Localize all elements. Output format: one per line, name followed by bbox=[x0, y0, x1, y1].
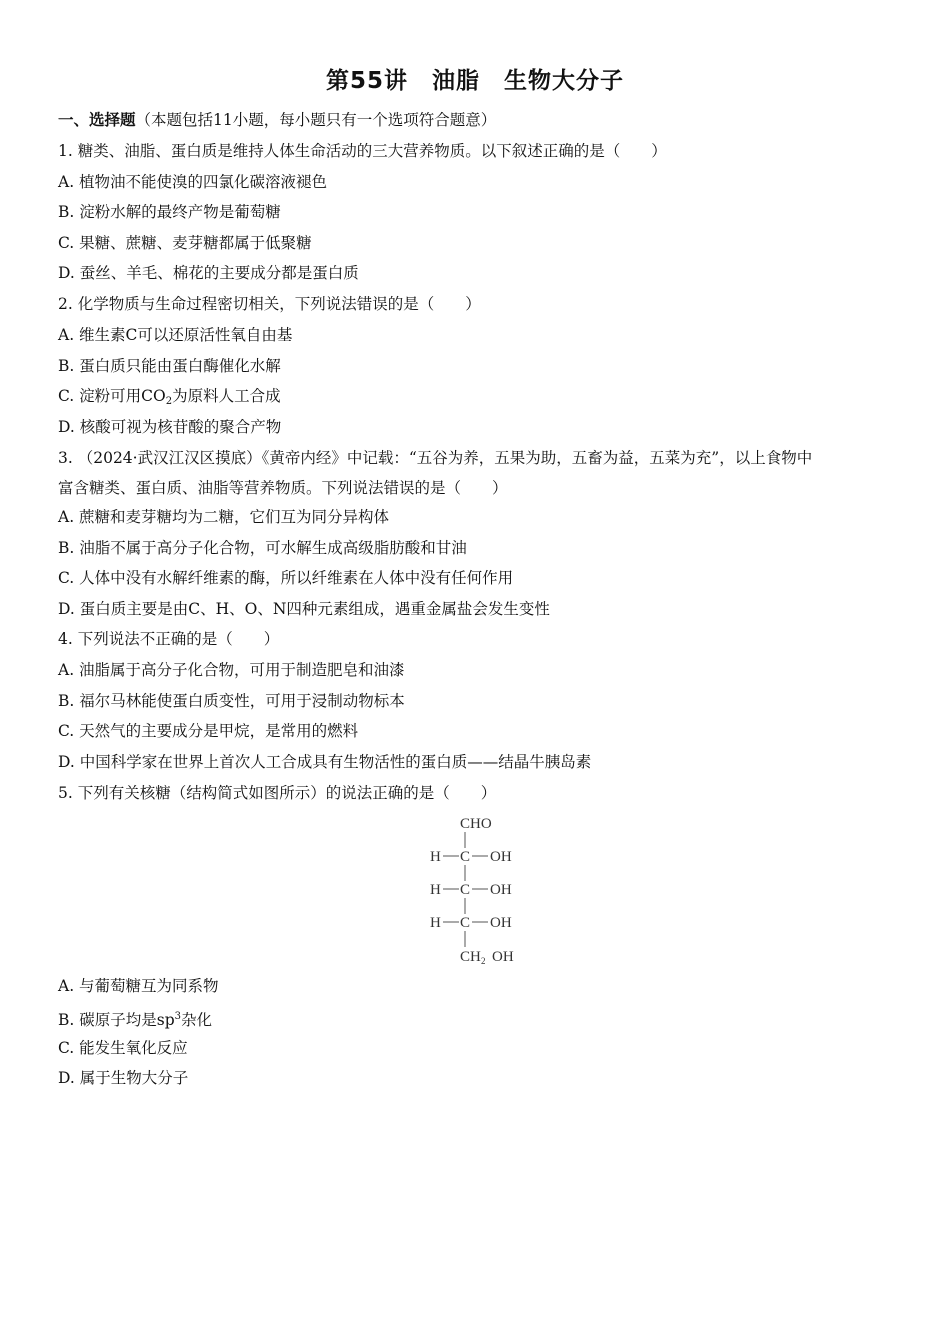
struct-oh-3: OH bbox=[490, 915, 512, 931]
q5-option-b bbox=[58, 1007, 890, 1030]
q4-option-c: C. 天然气的主要成分是甲烷，是常用的燃料 bbox=[58, 722, 359, 740]
q3-option-d: D. 蛋白质主要是由C、H、O、N四种元素组成，遇重金属盐会发生变性 bbox=[58, 600, 550, 618]
struct-oh-2: OH bbox=[490, 882, 512, 898]
q2-option-c-text-end: 为原料人工合成 bbox=[172, 387, 281, 405]
q5-option-b-text-end: 杂化 bbox=[181, 1011, 213, 1029]
section-head-label: 一、选择题 bbox=[58, 111, 136, 129]
struct-ch: CH bbox=[460, 949, 481, 965]
q1-stem: 1. 糖类、油脂、蛋白质是维持人体生命活动的三大营养物质。以下叙述正确的是（ ） bbox=[58, 142, 667, 160]
q3-option-c: C. 人体中没有水解纤维素的酶，所以纤维素在人体中没有任何作用 bbox=[58, 569, 514, 587]
q5-option-b-superscript: 3 bbox=[174, 1011, 181, 1022]
q4-option-a: A. 油脂属于高分子化合物，可用于制造肥皂和油漆 bbox=[58, 661, 405, 679]
struct-ch-subscript: 2 bbox=[481, 956, 486, 966]
struct-cho: CHO bbox=[460, 816, 492, 832]
q3-stem-line1: 3. （2024·武汉江汉区摸底）《黄帝内经》中记载：“五谷为养，五果为助，五畜为益，五菜为充”，以上食物中 bbox=[58, 449, 813, 467]
q5-option-d: D. 属于生物大分子 bbox=[58, 1069, 189, 1087]
q2-option-d: D. 核酸可视为核苷酸的聚合产物 bbox=[58, 418, 282, 436]
q5-option-b-text: B. 碳原子均是sp bbox=[58, 1011, 175, 1029]
q2-option-b: B. 蛋白质只能由蛋白酶催化水解 bbox=[58, 357, 281, 375]
page-title: 第55讲 油脂 生物大分子 bbox=[325, 68, 624, 94]
q2-option-c-text: C. 淀粉可用CO bbox=[58, 387, 166, 405]
ribose-structure-diagram bbox=[410, 810, 550, 970]
struct-ch2-oh: OH bbox=[492, 949, 514, 965]
q1-option-d: D. 蚕丝、羊毛、棉花的主要成分都是蛋白质 bbox=[58, 264, 359, 282]
q2-option-a: A. 维生素C可以还原活性氧自由基 bbox=[58, 326, 293, 344]
q2-option-c-subscript: 2 bbox=[165, 396, 173, 407]
q1-option-b: B. 淀粉水解的最终产物是葡萄糖 bbox=[58, 203, 281, 221]
struct-c-1: C bbox=[460, 849, 471, 865]
q5-stem: 5. 下列有关核糖（结构简式如图所示）的说法正确的是（ ） bbox=[58, 784, 497, 802]
struct-h-3: H bbox=[430, 915, 441, 931]
q4-option-b: B. 福尔马林能使蛋白质变性，可用于浸制动物标本 bbox=[58, 692, 405, 710]
q3-option-b: B. 油脂不属于高分子化合物，可水解生成高级脂肪酸和甘油 bbox=[58, 539, 467, 557]
struct-c-3: C bbox=[460, 915, 471, 931]
q4-option-d: D. 中国科学家在世界上首次人工合成具有生物活性的蛋白质——结晶牛胰岛素 bbox=[58, 753, 592, 771]
q2-stem: 2. 化学物质与生命过程密切相关，下列说法错误的是（ ） bbox=[58, 295, 481, 313]
q4-stem: 4. 下列说法不正确的是（ ） bbox=[58, 630, 280, 648]
q1-option-a: A. 植物油不能使溴的四氯化碳溶液褪色 bbox=[58, 173, 328, 191]
q3-stem-line2: 富含糖类、蛋白质、油脂等营养物质。下列说法错误的是（ ） bbox=[58, 479, 508, 497]
q3-option-a: A. 蔗糖和麦芽糖均为二糖，它们互为同分异构体 bbox=[58, 508, 390, 526]
q2-option-c bbox=[58, 386, 890, 412]
section-note: （本题包括11小题，每小题只有一个选项符合题意） bbox=[135, 111, 497, 129]
q5-option-c: C. 能发生氧化反应 bbox=[58, 1039, 188, 1057]
struct-h-1: H bbox=[430, 849, 441, 865]
section-heading bbox=[58, 110, 890, 130]
struct-oh-1: OH bbox=[490, 849, 512, 865]
q5-option-a: A. 与葡萄糖互为同系物 bbox=[58, 977, 219, 995]
struct-c-2: C bbox=[460, 882, 471, 898]
struct-h-2: H bbox=[430, 882, 441, 898]
q1-option-c: C. 果糖、蔗糖、麦芽糖都属于低聚糖 bbox=[58, 234, 312, 252]
